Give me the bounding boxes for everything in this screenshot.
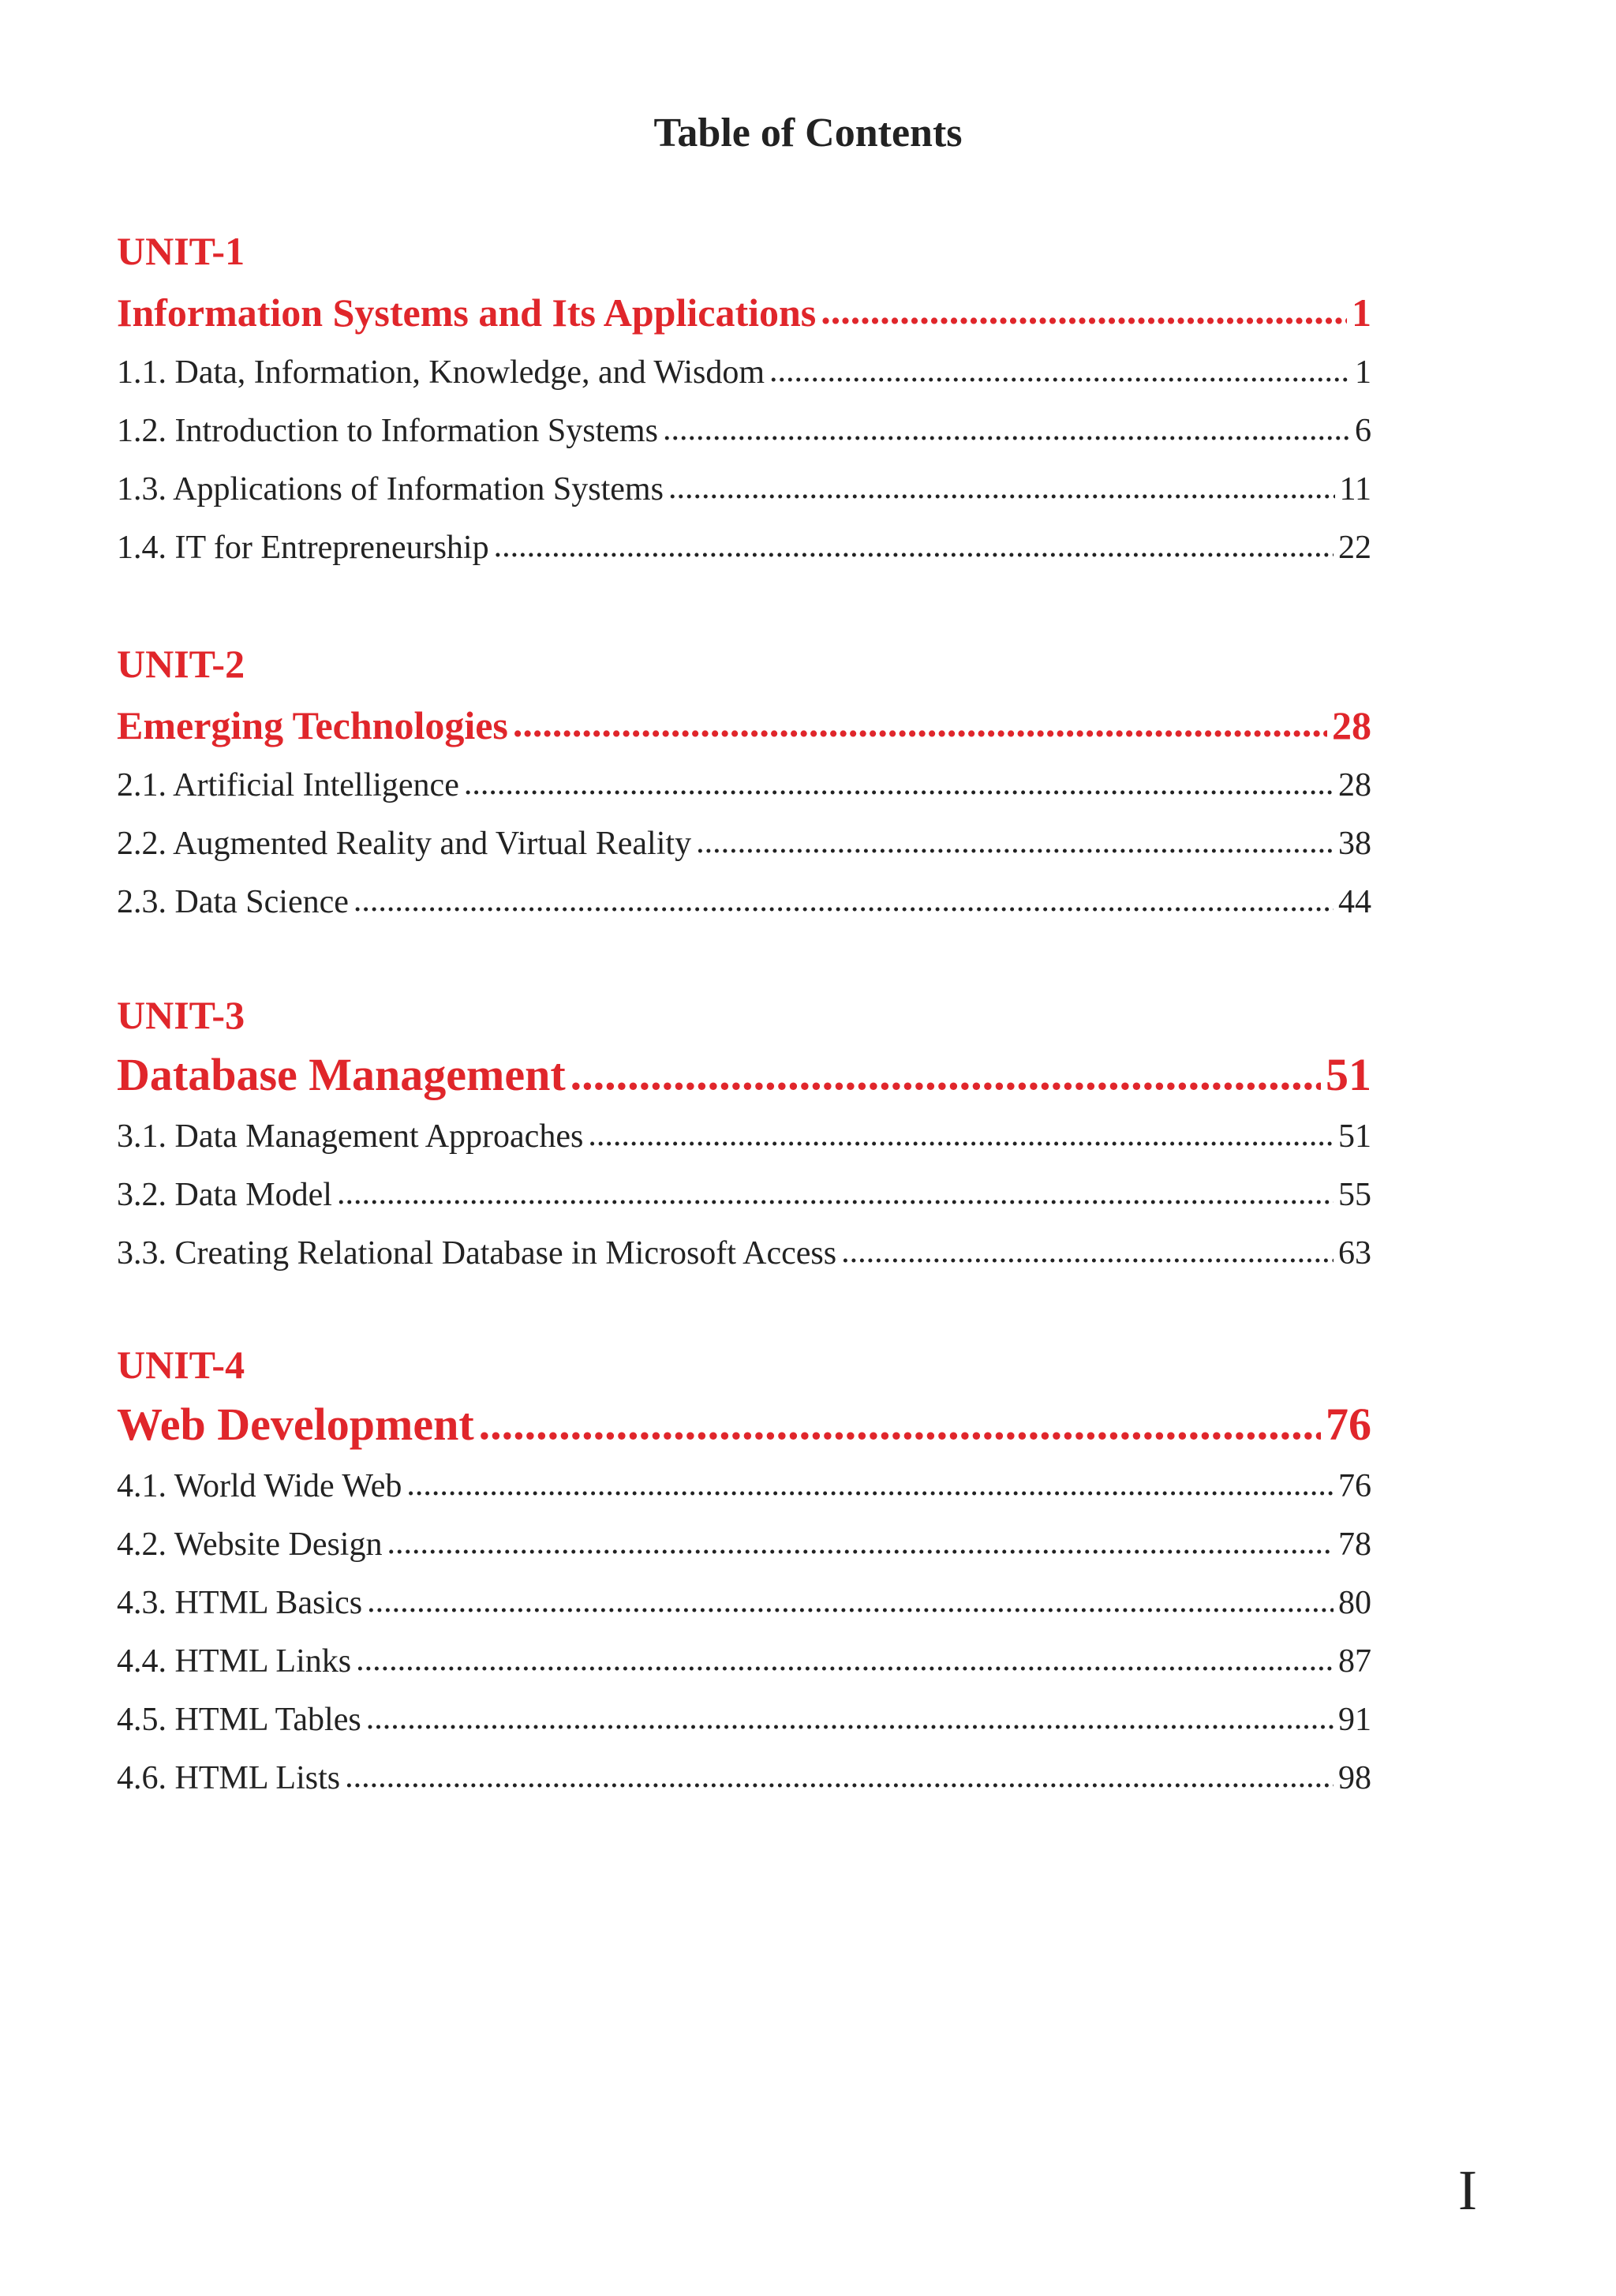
unit-label: UNIT-2 <box>117 642 245 686</box>
toc-unit-2 <box>117 636 1371 930</box>
section-title: 4.1. World Wide Web <box>117 1468 402 1504</box>
section-page-number: 22 <box>1338 530 1371 566</box>
toc-entry[interactable] <box>117 1747 1371 1806</box>
unit-title: Web Development <box>117 1399 474 1450</box>
unit-title: Database Management <box>117 1049 566 1100</box>
toc-entry[interactable] <box>117 459 1371 517</box>
section-title: 4.4. HTML Links <box>117 1643 352 1680</box>
dot-leader <box>668 459 1335 500</box>
toc-entry[interactable] <box>117 1106 1371 1164</box>
toc-entry[interactable] <box>117 1572 1371 1631</box>
unit-page-number: 1 <box>1352 290 1371 335</box>
page-title: Table of Contents <box>653 110 963 155</box>
dot-leader <box>387 1514 1334 1555</box>
toc-entry[interactable] <box>117 517 1371 575</box>
toc-entry[interactable] <box>117 871 1371 930</box>
dot-leader <box>821 279 1347 326</box>
dot-leader <box>479 1392 1321 1440</box>
section-page-number: 6 <box>1355 413 1371 449</box>
toc-unit-1 <box>117 223 1371 575</box>
unit-page-number: 76 <box>1326 1399 1371 1450</box>
unit-label: UNIT-1 <box>117 229 245 273</box>
toc-entry[interactable] <box>117 755 1371 813</box>
dot-leader <box>337 1164 1334 1205</box>
dot-leader <box>588 1106 1334 1147</box>
unit-label: UNIT-4 <box>117 1343 245 1387</box>
section-page-number: 55 <box>1338 1177 1371 1213</box>
dot-leader <box>366 1689 1334 1730</box>
section-page-number: 87 <box>1338 1643 1371 1680</box>
section-title: 2.1. Artificial Intelligence <box>117 767 459 803</box>
toc-entry[interactable] <box>117 1223 1371 1281</box>
section-title: 2.3. Data Science <box>117 884 349 920</box>
section-page-number: 44 <box>1338 884 1371 920</box>
dot-leader <box>356 1631 1334 1672</box>
unit-page-number: 51 <box>1326 1049 1371 1100</box>
dot-leader <box>769 342 1350 383</box>
section-title: 4.6. HTML Lists <box>117 1760 341 1796</box>
dot-leader <box>406 1455 1334 1496</box>
section-title: 1.4. IT for Entrepreneurship <box>117 530 489 566</box>
section-page-number: 1 <box>1355 354 1371 391</box>
dot-leader <box>494 517 1334 558</box>
section-title: 1.3. Applications of Information Systems <box>117 471 664 508</box>
page-number: I <box>1458 2159 1477 2222</box>
section-page-number: 11 <box>1339 471 1371 508</box>
unit-page-number: 28 <box>1332 703 1371 747</box>
dot-leader <box>663 400 1350 441</box>
section-page-number: 98 <box>1338 1760 1371 1796</box>
toc-entry[interactable] <box>117 1689 1371 1747</box>
unit-title-row[interactable] <box>117 279 1371 342</box>
section-title: 4.3. HTML Basics <box>117 1585 363 1621</box>
dot-leader <box>841 1223 1334 1264</box>
section-page-number: 76 <box>1338 1468 1371 1504</box>
toc-unit-4 <box>117 1337 1371 1806</box>
section-title: 4.2. Website Design <box>117 1526 383 1563</box>
toc-unit-3 <box>117 987 1371 1281</box>
section-title: 2.2. Augmented Reality and Virtual Reality <box>117 826 692 862</box>
dot-leader <box>570 1043 1321 1090</box>
section-page-number: 91 <box>1338 1702 1371 1738</box>
unit-title: Emerging Technologies <box>117 703 508 747</box>
toc-entry[interactable] <box>117 1631 1371 1689</box>
dot-leader <box>696 813 1334 854</box>
dot-leader <box>345 1747 1334 1788</box>
section-title: 3.2. Data Model <box>117 1177 332 1213</box>
section-page-number: 51 <box>1338 1118 1371 1155</box>
section-title: 1.2. Introduction to Information Systems <box>117 413 658 449</box>
unit-title-row[interactable] <box>117 1392 1371 1455</box>
toc-entry[interactable] <box>117 342 1371 400</box>
section-page-number: 38 <box>1338 826 1371 862</box>
toc-entry[interactable] <box>117 1164 1371 1223</box>
toc-entry[interactable] <box>117 1455 1371 1514</box>
unit-label: UNIT-3 <box>117 993 245 1037</box>
section-page-number: 80 <box>1338 1585 1371 1621</box>
dot-leader <box>367 1572 1334 1613</box>
toc-entry[interactable] <box>117 400 1371 459</box>
toc-entry[interactable] <box>117 813 1371 871</box>
section-title: 3.3. Creating Relational Database in Microsoft Access <box>117 1235 837 1272</box>
dot-leader <box>354 871 1334 912</box>
section-page-number: 28 <box>1338 767 1371 803</box>
toc-entry[interactable] <box>117 1514 1371 1572</box>
section-title: 4.5. HTML Tables <box>117 1702 361 1738</box>
section-page-number: 63 <box>1338 1235 1371 1272</box>
section-title: 1.1. Data, Information, Knowledge, and Wisdom <box>117 354 765 391</box>
unit-title: Information Systems and Its Applications <box>117 290 817 335</box>
unit-title-row[interactable] <box>117 1043 1371 1106</box>
dot-leader <box>464 755 1334 796</box>
section-page-number: 78 <box>1338 1526 1371 1563</box>
dot-leader <box>513 691 1327 739</box>
section-title: 3.1. Data Management Approaches <box>117 1118 584 1155</box>
unit-title-row[interactable] <box>117 691 1371 755</box>
